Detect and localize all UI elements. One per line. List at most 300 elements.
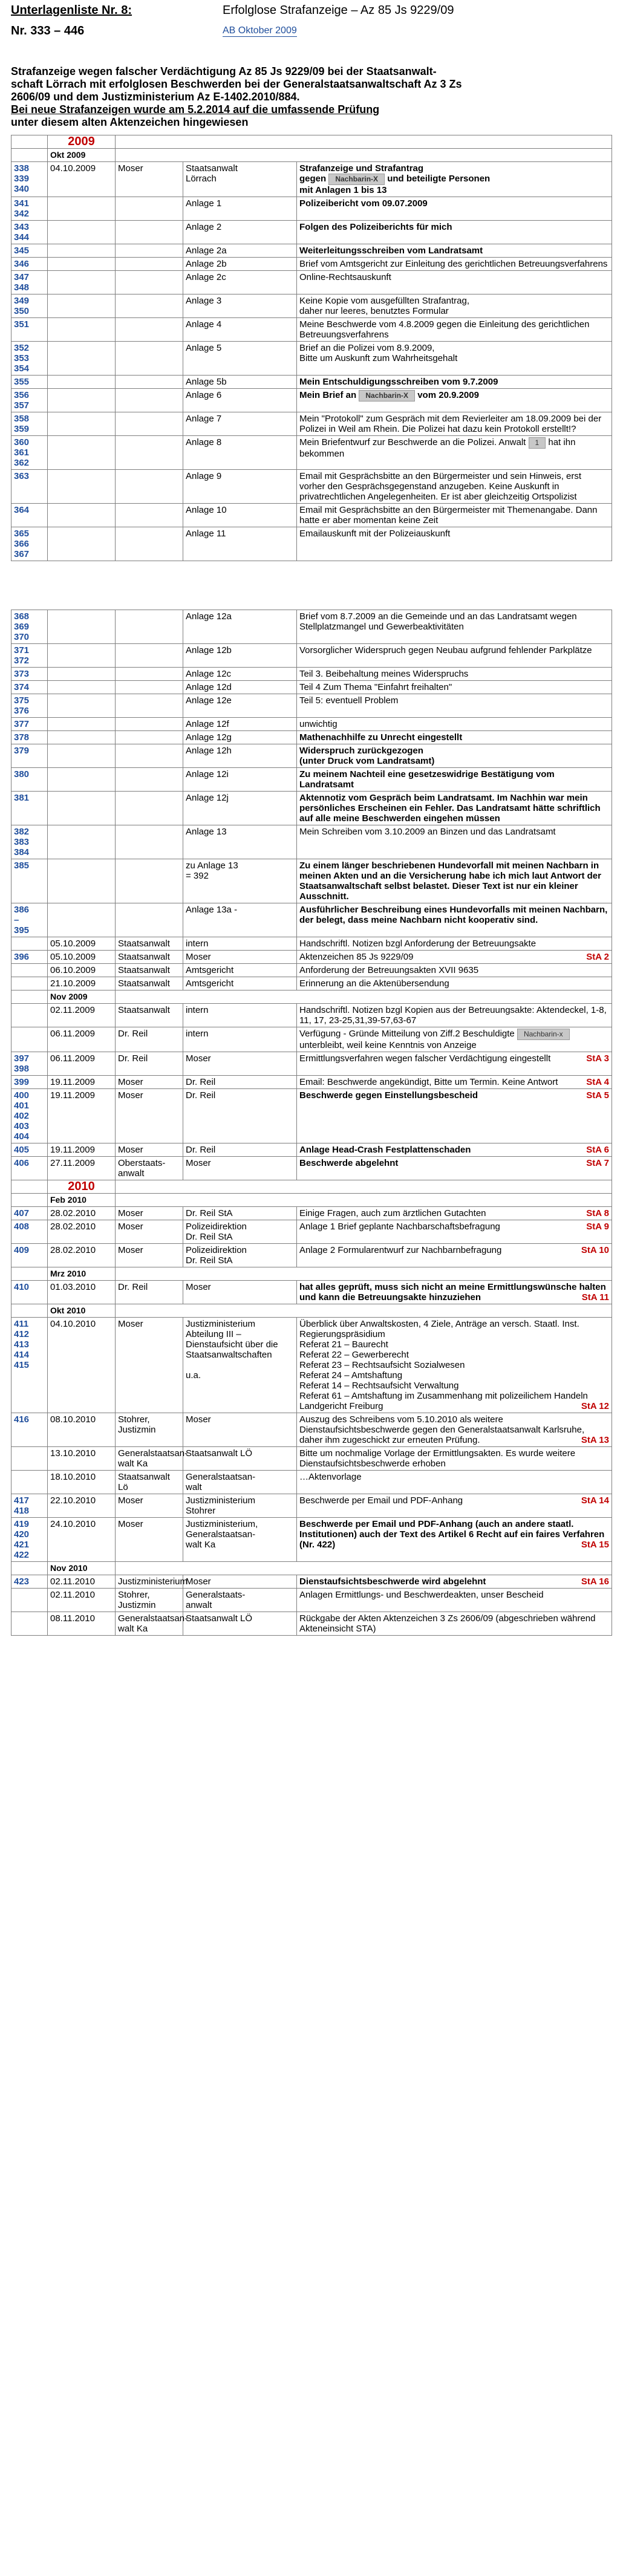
recipient-cell: Dr. Reil: [183, 1076, 297, 1089]
description-cell: Mathenachhilfe zu Unrecht eingestellt: [297, 731, 612, 744]
date-cell: [48, 694, 116, 718]
recipient-cell: Anlage 6: [183, 389, 297, 412]
doc-number: 346: [11, 258, 48, 271]
date-cell: [48, 221, 116, 244]
description-cell: Bitte um nochmalige Vorlage der Ermittlungsakten. Es wurde weitere Dienstaufsichtsbeschwerde erhoben: [297, 1447, 612, 1471]
sender-cell: Staatsanwalt Lö: [116, 1471, 183, 1494]
sender-cell: [116, 644, 183, 668]
table-row: [11, 294, 612, 318]
sender-cell: Moser: [116, 1076, 183, 1089]
recipient-cell: Anlage 12j: [183, 792, 297, 825]
description-cell: Ermittlungsverfahren wegen falscher Verdächtigung eingestellt StA 3: [297, 1052, 612, 1076]
doc-number: [11, 1471, 48, 1494]
table-row: [11, 859, 612, 903]
sta-reference: StA 2: [586, 952, 609, 962]
intro-line: unter diesem alten Aktenzeichen hingewiesen: [11, 116, 249, 128]
description-cell: Emailauskunft mit der Polizeiauskunft: [297, 527, 612, 561]
description-cell: Mein Brief an Nachbarin-X vom 20.9.2009: [297, 389, 612, 412]
blank-cell: [11, 135, 48, 149]
description-cell: Anforderung der Betreuungsakten XVII 9635: [297, 964, 612, 977]
sender-cell: Oberstaats- anwalt: [116, 1157, 183, 1180]
description-cell: hat alles geprüft, muss sich nicht an meine Ermittlungswünsche halten und kann die Betreuungsakte hinzuziehen StA 11: [297, 1281, 612, 1304]
doc-number: 341 342: [11, 197, 48, 221]
sender-cell: [116, 903, 183, 937]
date-cell: [48, 504, 116, 527]
sta-reference: StA 14: [581, 1495, 609, 1506]
description-cell: Beschwerde per Email und PDF-Anhang (auch an andere staatl. Institutionen) auch der Text des Artikel 6 Recht auf ein faires Verfahren (Nr. 422) StA 15: [297, 1518, 612, 1562]
date-cell: [48, 389, 116, 412]
date-cell: 28.02.2010: [48, 1207, 116, 1220]
sender-cell: [116, 412, 183, 436]
doc-number: 417 418: [11, 1494, 48, 1518]
recipient-cell: Dr. Reil: [183, 1089, 297, 1143]
doc-number: 347 348: [11, 271, 48, 294]
blank-cell: [11, 149, 48, 162]
recipient-cell: Polizeidirektion Dr. Reil StA: [183, 1244, 297, 1267]
recipient-cell: Moser: [183, 951, 297, 964]
sender-cell: Staatsanwalt: [116, 964, 183, 977]
description-cell: Anlage 2 Formularentwurf zur Nachbarnbefragung StA 10: [297, 1244, 612, 1267]
recipient-cell: Amtsgericht: [183, 964, 297, 977]
date-cell: 19.11.2009: [48, 1089, 116, 1143]
date-cell: [48, 744, 116, 768]
sender-cell: [116, 318, 183, 342]
date-cell: 28.02.2010: [48, 1220, 116, 1244]
blank-cell: [116, 1180, 612, 1194]
description-cell: Handschriftl. Notizen bzgl Anforderung der Betreuungsakte: [297, 937, 612, 951]
table-row: [11, 504, 612, 527]
table-row: [11, 731, 612, 744]
sender-cell: Staatsanwalt: [116, 1004, 183, 1027]
recipient-cell: Dr. Reil StA: [183, 1207, 297, 1220]
table-row: [11, 1052, 612, 1076]
description-cell: Keine Kopie vom ausgefüllten Strafantrag, daher nur leeres, benutztes Formular: [297, 294, 612, 318]
description-cell: Online-Rechtsauskunft: [297, 271, 612, 294]
doc-number: [11, 1612, 48, 1636]
sender-cell: Dr. Reil: [116, 1052, 183, 1076]
date-cell: [48, 792, 116, 825]
table-row: [11, 964, 612, 977]
sender-cell: Moser: [116, 1244, 183, 1267]
sta-reference: StA 7: [586, 1158, 609, 1168]
doc-number: 349 350: [11, 294, 48, 318]
sender-cell: Moser: [116, 1318, 183, 1413]
document-list-table-2: [11, 610, 612, 1636]
doc-number: [11, 1447, 48, 1471]
recipient-cell: Anlage 12f: [183, 718, 297, 731]
sender-cell: [116, 376, 183, 389]
sender-cell: [116, 668, 183, 681]
date-cell: [48, 412, 116, 436]
start-date: AB Oktober 2009: [223, 25, 297, 36]
blank-cell: [11, 1562, 48, 1575]
sta-reference: StA 9: [586, 1221, 609, 1232]
doc-number: 356 357: [11, 389, 48, 412]
sender-cell: Moser: [116, 1143, 183, 1157]
sender-cell: [116, 436, 183, 470]
table-row: [11, 162, 612, 197]
table-row: [11, 244, 612, 258]
year-heading: 2009: [48, 135, 116, 149]
sender-cell: Generalstaatsan- walt Ka: [116, 1447, 183, 1471]
recipient-cell: Anlage 12b: [183, 644, 297, 668]
recipient-cell: Generalstaatsan- walt: [183, 1471, 297, 1494]
table-row: [11, 644, 612, 668]
sender-cell: [116, 389, 183, 412]
sender-cell: Stohrer, Justizmin: [116, 1589, 183, 1612]
date-cell: 19.11.2009: [48, 1143, 116, 1157]
table-row: [11, 1143, 612, 1157]
recipient-cell: Anlage 12h: [183, 744, 297, 768]
doc-number: 371 372: [11, 644, 48, 668]
sender-cell: Moser: [116, 162, 183, 197]
doc-number: [11, 1589, 48, 1612]
recipient-cell: Justizministerium, Generalstaatsan- walt Ka: [183, 1518, 297, 1562]
description-cell: Einige Fragen, auch zum ärztlichen Gutachten StA 8: [297, 1207, 612, 1220]
redacted-name: 1: [529, 437, 546, 449]
recipient-cell: Anlage 8: [183, 436, 297, 470]
date-cell: 05.10.2009: [48, 937, 116, 951]
doc-number: 377: [11, 718, 48, 731]
description-cell: Auszug des Schreibens vom 5.10.2010 als weitere Dienstaufsichtsbeschwerde gegen den Generalstaatsanwalt Karlsruhe, daher ihm zugeschickt zur erneuten Prüfung. StA 13: [297, 1413, 612, 1447]
date-cell: [48, 718, 116, 731]
doc-number: 410: [11, 1281, 48, 1304]
doc-number: 351: [11, 318, 48, 342]
recipient-cell: Moser: [183, 1052, 297, 1076]
doc-number: 355: [11, 376, 48, 389]
date-cell: 01.03.2010: [48, 1281, 116, 1304]
date-cell: 21.10.2009: [48, 977, 116, 990]
description-cell: Handschriftl. Notizen bzgl Kopien aus der Betreuungsakte: Aktendeckel, 1-8, 11, 17, 23-25,31,39-57,63-67: [297, 1004, 612, 1027]
doc-number: 386 – 395: [11, 903, 48, 937]
intro-text: [11, 65, 612, 129]
description-cell: Rückgabe der Akten Aktenzeichen 3 Zs 2606/09 (abgeschrieben während Akteneinsicht STA): [297, 1612, 612, 1636]
doc-number: 373: [11, 668, 48, 681]
doc-number: 399: [11, 1076, 48, 1089]
recipient-cell: Anlage 2: [183, 221, 297, 244]
sender-cell: [116, 610, 183, 644]
table-row: [11, 271, 612, 294]
date-cell: [48, 376, 116, 389]
table-row: [11, 376, 612, 389]
description-cell: Brief vom 8.7.2009 an die Gemeinde und an das Landratsamt wegen Stellplatzmangel und Gewerbeaktivitäten: [297, 610, 612, 644]
description-cell: Mein Entschuldigungsschreiben vom 9.7.2009: [297, 376, 612, 389]
date-cell: 18.10.2010: [48, 1471, 116, 1494]
sta-reference: StA 15: [581, 1540, 609, 1550]
date-cell: [48, 527, 116, 561]
sender-cell: [116, 271, 183, 294]
table-row: [11, 527, 612, 561]
description-cell: Zu einem länger beschriebenen Hundevorfall mit meinen Nachbarn in meinen Akten und an die Versicherung habe ich mich laut Antwort der Staatsanwaltschaft selbst belastet. Dieser Text ist nur ein kleiner Ausschnitt.: [297, 859, 612, 903]
date-cell: [48, 197, 116, 221]
date-cell: 04.10.2009: [48, 162, 116, 197]
sender-cell: Dr. Reil: [116, 1027, 183, 1052]
date-cell: [48, 731, 116, 744]
description-cell: Teil 4 Zum Thema "Einfahrt freihalten": [297, 681, 612, 694]
doc-number: [11, 1027, 48, 1052]
table-row: [11, 318, 612, 342]
recipient-cell: Justizministerium Stohrer: [183, 1494, 297, 1518]
description-cell: Zu meinem Nachteil eine gesetzeswidrige Bestätigung vom Landratsamt: [297, 768, 612, 792]
doc-number: 416: [11, 1413, 48, 1447]
sender-cell: Justizministerium: [116, 1575, 183, 1589]
recipient-cell: Anlage 11: [183, 527, 297, 561]
intro-line: 2606/09 und dem Justizministerium Az E-1402.2010/884.: [11, 91, 300, 103]
sender-cell: Dr. Reil: [116, 1281, 183, 1304]
recipient-cell: Anlage 2a: [183, 244, 297, 258]
sender-cell: Moser: [116, 1518, 183, 1562]
blank-cell: [11, 1180, 48, 1194]
doc-number: 345: [11, 244, 48, 258]
table-row: [11, 825, 612, 859]
sender-cell: [116, 825, 183, 859]
table-row: [11, 197, 612, 221]
list-title: Unterlagenliste Nr. 8:: [11, 4, 132, 17]
recipient-cell: intern: [183, 1004, 297, 1027]
description-cell: Anlagen Ermittlungs- und Beschwerdeakten, unser Bescheid: [297, 1589, 612, 1612]
sender-cell: [116, 294, 183, 318]
doc-number: 411 412 413 414 415: [11, 1318, 48, 1413]
doc-number: 397 398: [11, 1052, 48, 1076]
description-cell: Überblick über Anwaltskosten, 4 Ziele, Anträge an versch. Staatl. Inst. Regierungspräsidium Referat 21 – Baurecht Referat 22 – Gewerberecht Referat 23 – Rechtsaufsicht Sozialwesen Referat 24 – Amtshaftung Referat 14 – Rechtsaufsicht Verwaltung Referat 61 – Amtshaftung im Zusammenhang mit polizeilichem Handeln Landgericht Freiburg StA 12: [297, 1318, 612, 1413]
doc-number: 406: [11, 1157, 48, 1180]
sender-cell: [116, 694, 183, 718]
redacted-name: Nachbarin-X: [328, 174, 385, 185]
doc-number: 358 359: [11, 412, 48, 436]
recipient-cell: Anlage 2c: [183, 271, 297, 294]
list-subtitle: Erfolglose Strafanzeige – Az 85 Js 9229/09: [223, 4, 454, 17]
recipient-cell: Moser: [183, 1281, 297, 1304]
table-row: [11, 436, 612, 470]
description-cell: Weiterleitungsschreiben vom Landratsamt: [297, 244, 612, 258]
date-cell: 06.11.2009: [48, 1052, 116, 1076]
recipient-cell: Anlage 9: [183, 470, 297, 504]
date-cell: 05.10.2009: [48, 951, 116, 964]
sta-reference: StA 6: [586, 1145, 609, 1155]
sta-reference: StA 12: [581, 1401, 609, 1411]
recipient-cell: Anlage 12c: [183, 668, 297, 681]
recipient-cell: Anlage 2b: [183, 258, 297, 271]
sender-cell: Moser: [116, 1207, 183, 1220]
recipient-cell: Anlage 13a -: [183, 903, 297, 937]
description-cell: Teil 5: eventuell Problem: [297, 694, 612, 718]
sender-cell: Staatsanwalt: [116, 977, 183, 990]
table-row: [11, 610, 612, 644]
date-cell: 02.11.2010: [48, 1589, 116, 1612]
doc-number: 409: [11, 1244, 48, 1267]
month-heading: Okt 2009: [48, 149, 116, 162]
doc-number: 375 376: [11, 694, 48, 718]
recipient-cell: Anlage 12d: [183, 681, 297, 694]
table-row: [11, 1447, 612, 1471]
date-cell: [48, 258, 116, 271]
table-row: [11, 1027, 612, 1052]
sender-cell: [116, 527, 183, 561]
date-cell: [48, 681, 116, 694]
sender-cell: Staatsanwalt: [116, 951, 183, 964]
recipient-cell: Anlage 10: [183, 504, 297, 527]
date-cell: 24.10.2010: [48, 1518, 116, 1562]
table-row: [11, 1575, 612, 1589]
doc-number: 360 361 362: [11, 436, 48, 470]
table-row: [11, 718, 612, 731]
doc-number: [11, 1004, 48, 1027]
date-cell: [48, 294, 116, 318]
month-heading: Nov 2009: [48, 990, 116, 1004]
description-cell: Dienstaufsichtsbeschwerde wird abgelehnt StA 16: [297, 1575, 612, 1589]
date-cell: [48, 768, 116, 792]
date-cell: 06.11.2009: [48, 1027, 116, 1052]
blank-cell: [11, 1304, 48, 1318]
month-heading: Okt 2010: [48, 1304, 116, 1318]
date-cell: [48, 610, 116, 644]
intro-line: Strafanzeige wegen falscher Verdächtigung Az 85 Js 9229/09 bei der Staatsanwalt-: [11, 65, 437, 77]
doc-number: 419 420 421 422: [11, 1518, 48, 1562]
sender-cell: [116, 504, 183, 527]
intro-line: Bei neue Strafanzeigen wurde am 5.2.2014 auf die umfassende Prüfung: [11, 103, 380, 115]
sender-cell: [116, 744, 183, 768]
blank-cell: [116, 1194, 612, 1207]
number-range: Nr. 333 – 446: [11, 24, 85, 37]
date-cell: 13.10.2010: [48, 1447, 116, 1471]
doc-number: 423: [11, 1575, 48, 1589]
date-cell: [48, 903, 116, 937]
table-row: [11, 1076, 612, 1089]
date-cell: [48, 271, 116, 294]
doc-number: [11, 937, 48, 951]
table-row: [11, 937, 612, 951]
intro-line: schaft Lörrach mit erfolglosen Beschwerden bei der Generalstaatsanwaltschaft Az 3 Zs: [11, 78, 462, 90]
date-cell: 08.11.2010: [48, 1612, 116, 1636]
table-row: [11, 1004, 612, 1027]
date-cell: 22.10.2010: [48, 1494, 116, 1518]
recipient-cell: Amtsgericht: [183, 977, 297, 990]
doc-number: 363: [11, 470, 48, 504]
document-list-table-1: [11, 135, 612, 561]
description-cell: Brief an die Polizei vom 8.9.2009, Bitte um Auskunft zum Wahrheitsgehalt: [297, 342, 612, 376]
description-cell: unwichtig: [297, 718, 612, 731]
recipient-cell: Anlage 12i: [183, 768, 297, 792]
sender-cell: [116, 718, 183, 731]
description-cell: …Aktenvorlage: [297, 1471, 612, 1494]
recipient-cell: Generalstaats- anwalt: [183, 1589, 297, 1612]
date-cell: [48, 825, 116, 859]
recipient-cell: Moser: [183, 1157, 297, 1180]
description-cell: Folgen des Polizeiberichts für mich: [297, 221, 612, 244]
recipient-cell: Anlage 3: [183, 294, 297, 318]
table-row: [11, 1589, 612, 1612]
recipient-cell: Staatsanwalt Lörrach: [183, 162, 297, 197]
recipient-cell: zu Anlage 13 = 392: [183, 859, 297, 903]
description-cell: Meine Beschwerde vom 4.8.2009 gegen die Einleitung des gerichtlichen Betreuungsverfahrens: [297, 318, 612, 342]
recipient-cell: Staatsanwalt LÖ: [183, 1447, 297, 1471]
recipient-cell: Anlage 4: [183, 318, 297, 342]
sender-cell: [116, 859, 183, 903]
description-cell: Teil 3. Beibehaltung meines Widerspruchs: [297, 668, 612, 681]
table-row: [11, 342, 612, 376]
description-cell: Email mit Gesprächsbitte an den Bürgermeister und sein Hinweis, erst vorher den Gesprächsgegenstand anzugeben. Keine Auskunft in privatrechtlichen Angelegenheiten. Er ist aber gleichzeitig Ortspolizist: [297, 470, 612, 504]
doc-number: 368 369 370: [11, 610, 48, 644]
recipient-cell: Polizeidirektion Dr. Reil StA: [183, 1220, 297, 1244]
table-row: [11, 1089, 612, 1143]
sender-cell: Generalstaatsan- walt Ka: [116, 1612, 183, 1636]
recipient-cell: Anlage 5b: [183, 376, 297, 389]
redacted-name: Nachbarin-X: [359, 390, 415, 402]
description-cell: Erinnerung an die Aktenübersendung: [297, 977, 612, 990]
description-cell: Email mit Gesprächsbitte an den Bürgermeister mit Themenangabe. Dann hatte er aber momentan keine Zeit: [297, 504, 612, 527]
date-cell: [48, 470, 116, 504]
table-row: [11, 681, 612, 694]
date-cell: 19.11.2009: [48, 1076, 116, 1089]
date-cell: 02.11.2009: [48, 1004, 116, 1027]
sta-reference: StA 11: [581, 1292, 609, 1303]
year-heading: 2010: [48, 1180, 116, 1194]
doc-number: 396: [11, 951, 48, 964]
doc-number: 382 383 384: [11, 825, 48, 859]
table-row: [11, 792, 612, 825]
description-cell: Widerspruch zurückgezogen (unter Druck vom Landratsamt): [297, 744, 612, 768]
date-cell: 06.10.2009: [48, 964, 116, 977]
date-cell: [48, 644, 116, 668]
description-cell: Mein "Protokoll" zum Gespräch mit dem Revierleiter am 18.09.2009 bei der Polizei in Weil am Rhein. Die Polizei hat dazu kein Protokoll erstellt!?: [297, 412, 612, 436]
blank-cell: [116, 1562, 612, 1575]
table-row: [11, 470, 612, 504]
recipient-cell: intern: [183, 937, 297, 951]
table-row: [11, 668, 612, 681]
description-cell: Mein Briefentwurf zur Beschwerde an die Polizei. Anwalt 1 hat ihn bekommen: [297, 436, 612, 470]
description-cell: Ausführlicher Beschreibung eines Hundevorfalls mit meinen Nachbarn, der belegt, dass meine Nachbarn nicht kooperativ sind.: [297, 903, 612, 937]
table-row: [11, 1281, 612, 1304]
description-cell: Aktennotiz vom Gespräch beim Landratsamt. Im Nachhin war mein persönliches Erscheinen ein Fehler. Das Landratsamt hätte schriftlich auf alle meine Beschwerden eingehen müssen: [297, 792, 612, 825]
sender-cell: [116, 731, 183, 744]
doc-number: 407: [11, 1207, 48, 1220]
doc-number: 381: [11, 792, 48, 825]
description-cell: Aktenzeichen 85 Js 9229/09 StA 2: [297, 951, 612, 964]
sender-cell: Staatsanwalt: [116, 937, 183, 951]
recipient-cell: Anlage 12a: [183, 610, 297, 644]
doc-number: [11, 964, 48, 977]
table-row: [11, 1157, 612, 1180]
sta-reference: StA 16: [581, 1576, 609, 1587]
sta-reference: StA 3: [586, 1053, 609, 1064]
blank-cell: [11, 990, 48, 1004]
table-row: [11, 977, 612, 990]
description-cell: Beschwerde gegen Einstellungsbescheid StA 5: [297, 1089, 612, 1143]
sta-reference: StA 4: [586, 1077, 609, 1087]
doc-number: 400 401 402 403 404: [11, 1089, 48, 1143]
sender-cell: Stohrer, Justizmin: [116, 1413, 183, 1447]
table-row: [11, 1612, 612, 1636]
recipient-cell: Anlage 12g: [183, 731, 297, 744]
sta-reference: StA 10: [581, 1245, 609, 1255]
recipient-cell: Moser: [183, 1575, 297, 1589]
table-row: [11, 951, 612, 964]
blank-cell: [11, 1194, 48, 1207]
sender-cell: Moser: [116, 1494, 183, 1518]
document-header: [11, 0, 612, 45]
table-row: [11, 744, 612, 768]
doc-number: 408: [11, 1220, 48, 1244]
sender-cell: [116, 197, 183, 221]
month-heading: Mrz 2010: [48, 1267, 116, 1281]
description-cell: Brief vom Amtsgericht zur Einleitung des gerichtlichen Betreuungsverfahrens: [297, 258, 612, 271]
month-heading: Feb 2010: [48, 1194, 116, 1207]
sender-cell: [116, 244, 183, 258]
recipient-cell: Staatsanwalt LÖ: [183, 1612, 297, 1636]
sender-cell: [116, 768, 183, 792]
redacted-name: Nachbarin-x: [517, 1029, 570, 1040]
date-cell: 02.11.2010: [48, 1575, 116, 1589]
